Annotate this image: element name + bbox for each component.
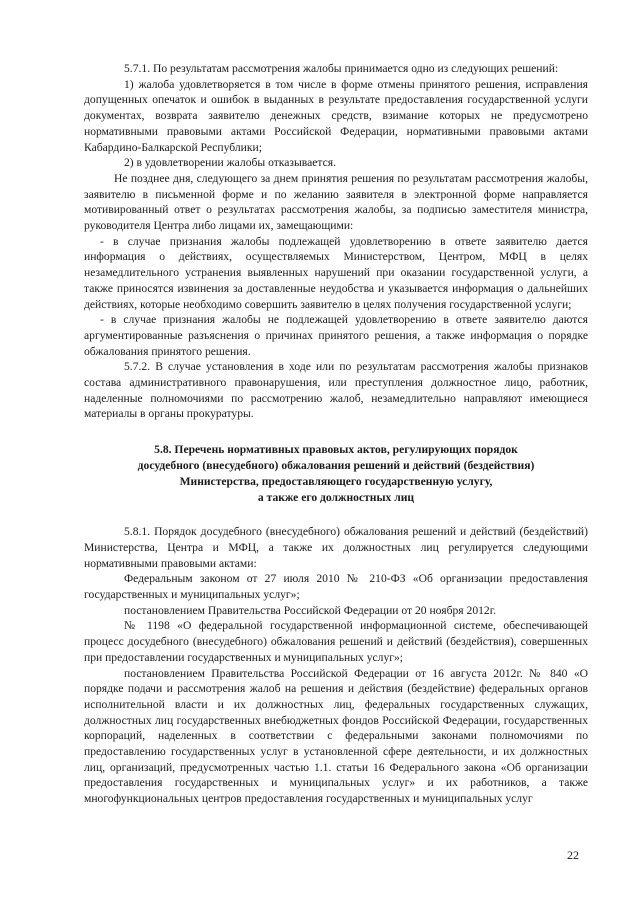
law-decree-1198-text: № 1198 «О федеральной государственной информационной системе, обеспечивающей процесс досудебного (внесудебного) обжалования решений и действий (бездействия), совершенных при предоставлении государственных и муниципальных услуг»; (84, 619, 588, 664)
decision-item-1: 1) жалоба удовлетворяется в том числе в форме отмены принятого решения, исправления допущенных опечаток и ошибок в выданных в результате предоставления государственной услуги документах, возврата заявителю денежных средств, взимание которых не предусмотрено нормативными правовыми актами Российской Федерации, нормативными правовыми актами Кабардино-Балкарской Республики; (84, 77, 588, 154)
paragraph-5-7-1: 5.7.1. По результатам рассмотрения жалобы принимается одно из следующих решений: (124, 62, 559, 75)
spacer (84, 506, 588, 524)
bullet-rejected: - в случае признания жалобы не подлежащей удовлетворению в ответе заявителю даются аргументированные разъяснения о причинах принятого решения, а также информация о порядке обжалования принятого решения. (84, 313, 588, 358)
paragraph-5-8-1: 5.8.1. Порядок досудебного (внесудебного) обжалования решений и действий (бездействий) Министерства, Центра и МФЦ, а также их должностных лиц регулируется следующими нормативными правовыми актами: (84, 525, 588, 570)
heading-line-3: Министерства, предоставляющего государственную услугу, (179, 475, 493, 489)
law-decree-840: постановлением Правительства Российской Федерации от 16 августа 2012г. № 840 «О порядке подачи и рассмотрения жалоб на решения и действия (бездействие) федеральных органов исполнительной власти и их должностных лиц, федеральных государственных служащих, должностных лиц государственных внебюджетных фондов Российской Федерации, государственных корпораций, наделенных в соответствии с федеральными законами полномочиями по предоставлению государственных услуг в установленной сфере деятельности, и их должностных лиц, организаций, предусмотренных частью 1.1. статьи 16 Федерального закона «Об организации предоставления государственных и муниципальных услуг» и их работников, а также многофункциональных центров предоставления государственных и муниципальных услуг (84, 666, 588, 806)
page-number: 22 (567, 848, 579, 862)
heading-line-4: а также его должностных лиц (257, 491, 415, 505)
paragraph-5-7-2: 5.7.2. В случае установления в ходе или по результатам рассмотрения жалобы признаков состава административного правонарушения, или преступления должностное лицо, работник, наделенные полномочиями по рассмотрению жалоб, незамедлительно направляют имеющиеся материалы в органы прокуратуры. (84, 360, 588, 421)
spacer (84, 422, 588, 442)
decision-item-2: 2) в удовлетворении жалобы отказывается. (124, 156, 336, 170)
bullet-satisfied: - в случае признания жалобы подлежащей удовлетворению в ответе заявителю дается информация о действиях, осуществляемых Министерством, Центром, МФЦ в целях незамедлительного устранения выявленных нарушений при оказании государственной услуги, а также приносятся извинения за доставленные неудобства и указывается информация о дальнейших действиях, которые необходимо совершить заявителю в целях получения государственной услуги; (84, 234, 588, 311)
law-federal-210: Федеральным законом от 27 июля 2010 № 210-ФЗ «Об организации предоставления государственных и муниципальных услуг»; (84, 572, 588, 601)
section-5-8-heading (84, 442, 588, 506)
paragraph-answer: Не позднее дня, следующего за днем принятия решения по результатам рассмотрения жалобы, заявителю в письменной форме и по желанию заявителя в электронной форме направляется мотивированный ответ о результатах рассмотрения жалобы, за подписью заместителя министра, руководителя Центра либо лицами их, замещающими: (84, 171, 588, 233)
heading-line-1: 5.8. Перечень нормативных правовых актов, регулирующих порядок (154, 443, 518, 457)
law-decree-1198-intro: постановлением Правительства Российской Федерации от 20 ноября 2012г. (124, 603, 497, 617)
heading-line-2: досудебного (внесудебного) обжалования решений и действий (бездействия) (137, 459, 535, 473)
document-body (84, 61, 588, 807)
